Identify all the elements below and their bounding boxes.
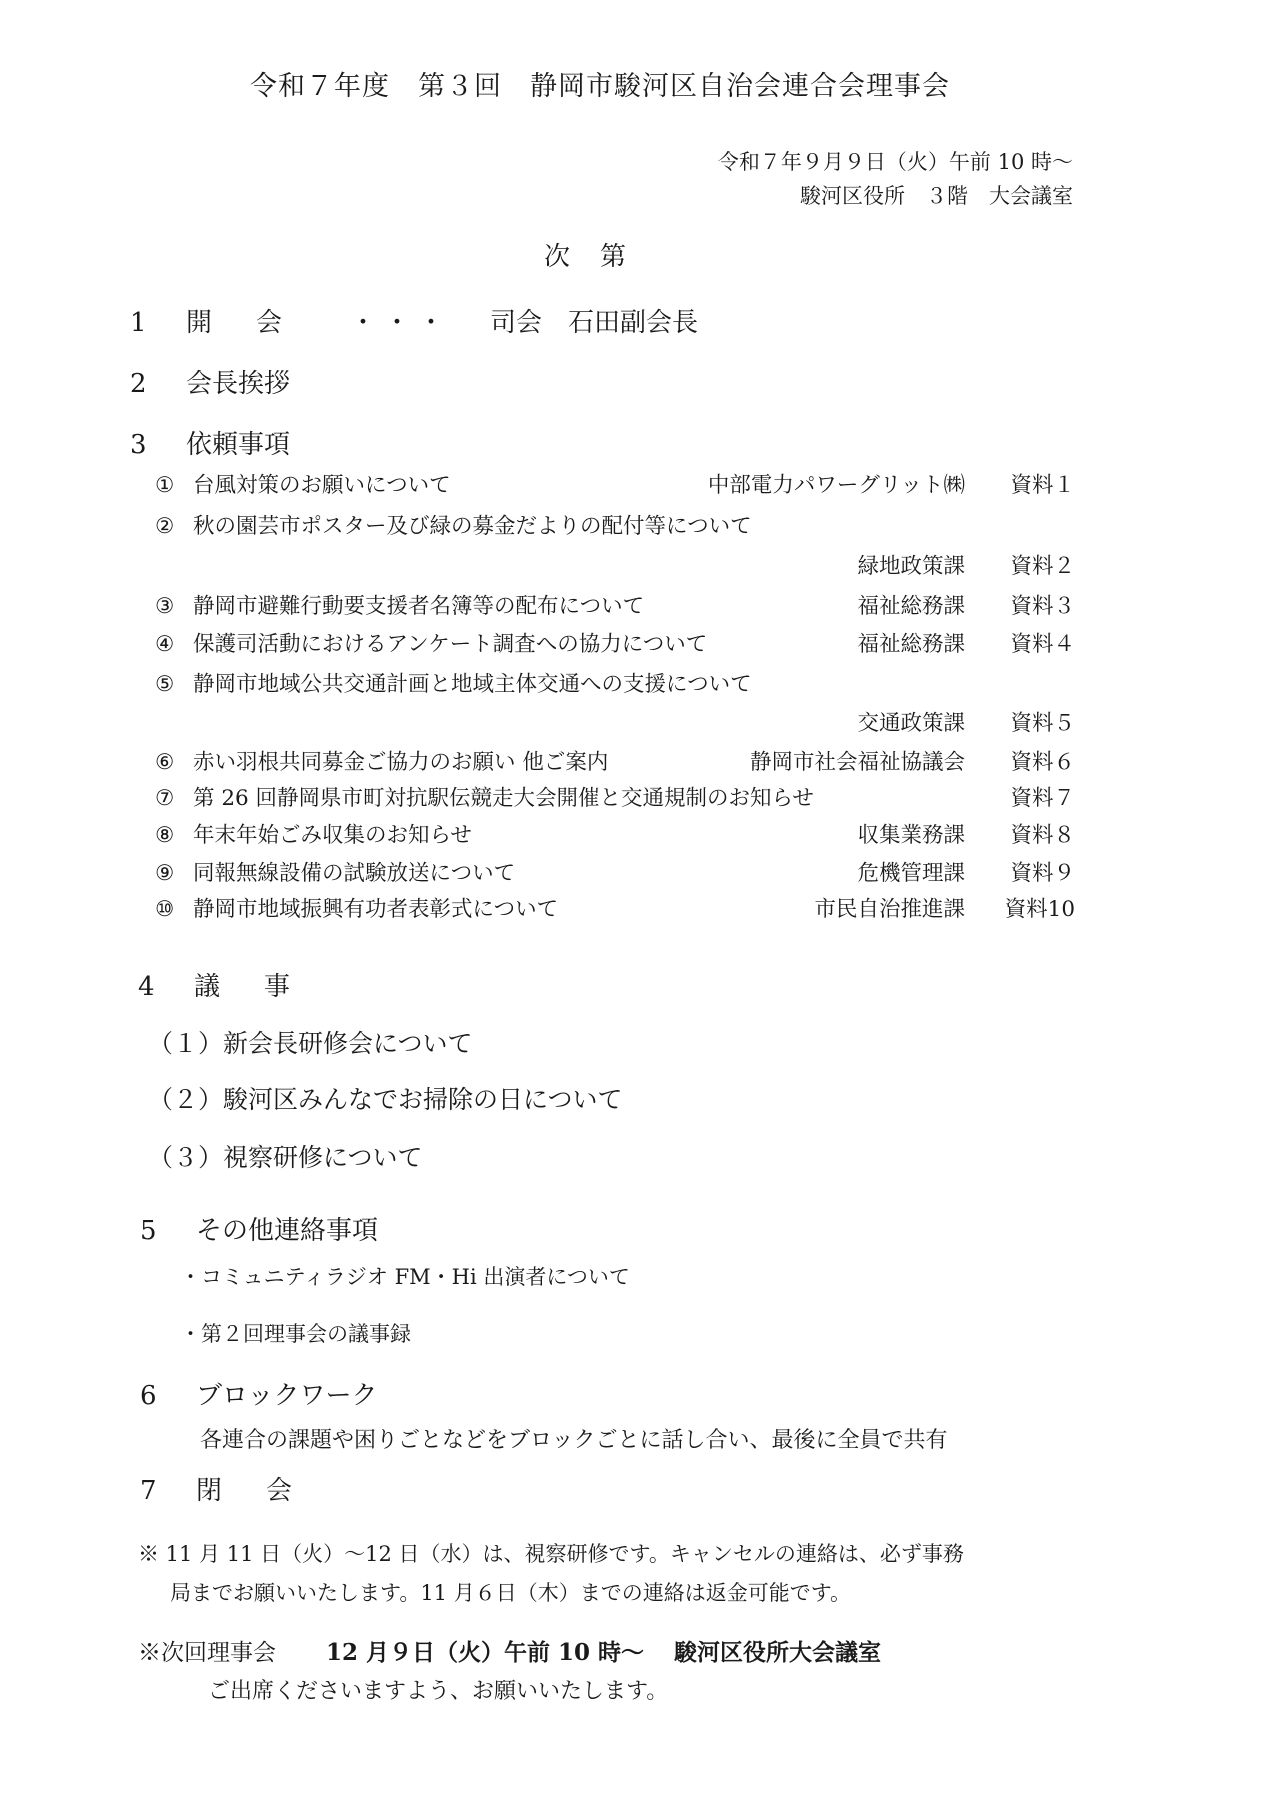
- item-material: 資料８: [1010, 823, 1075, 848]
- section-number: 7: [140, 1476, 157, 1506]
- blockwork-description: 各連合の課題や困りごとなどをブロックごとに話し合い、最後に全員で共有: [200, 1428, 948, 1453]
- item-material: 資料７: [1010, 786, 1075, 811]
- request-item: [155, 509, 1075, 539]
- section-blockwork: [140, 1375, 377, 1412]
- item-material: 資料１: [1010, 473, 1075, 498]
- item-dept: 福祉総務課: [857, 594, 965, 619]
- item-marker: ③: [155, 594, 175, 619]
- item-text: 静岡市避難行動要支援者名簿等の配布について: [193, 594, 645, 619]
- next-meeting-date: 12 月９日（火）午前 10 時～: [326, 1639, 645, 1666]
- item-material: 資料10: [1004, 897, 1075, 922]
- section-label: ブロックワーク: [196, 1381, 378, 1411]
- agenda-heading: 次第: [543, 242, 656, 272]
- agenda-item: （２）駿河区みんなでお掃除の日について: [148, 1085, 623, 1114]
- section-number: 2: [130, 369, 147, 399]
- item-dept: 中部電力パワーグリット㈱: [707, 473, 965, 498]
- section-greeting: [130, 363, 290, 400]
- item-dept: 危機管理課: [857, 861, 965, 886]
- section-label: 閉会: [196, 1476, 337, 1506]
- request-item: [155, 892, 1075, 922]
- next-meeting-label: ※次回理事会: [138, 1640, 276, 1666]
- section-proceedings: [138, 966, 334, 1003]
- item-text: 保護司活動におけるアンケート調査への協力について: [193, 632, 708, 657]
- other-item: ・コミュニティラジオ FM・Hi 出演者について: [180, 1265, 630, 1289]
- section-dots: ・・・: [350, 308, 453, 338]
- item-dept: 緑地政策課: [857, 554, 965, 579]
- section-number: 6: [140, 1381, 157, 1411]
- item-dept: 交通政策課: [857, 711, 965, 736]
- section-number: 1: [130, 308, 147, 338]
- item-text: 静岡市地域振興有功者表彰式について: [193, 897, 559, 922]
- item-marker: ⑥: [155, 750, 175, 775]
- section-host: 司会 石田副会長: [490, 308, 699, 338]
- document-title: 令和７年度 第３回 静岡市駿河区自治会連合会理事会: [250, 71, 950, 102]
- item-dept: 市民自治推進課: [814, 897, 965, 922]
- agenda-item: （１）新会長研修会について: [148, 1029, 473, 1058]
- meeting-datetime: 令和７年９月９日（火）午前 10 時～: [717, 150, 1073, 174]
- inspection-note-line1: ※ 11 月 11 日（火）～12 日（水）は、視察研修です。キャンセルの連絡は、必ず事務: [138, 1542, 964, 1566]
- item-marker: ②: [155, 514, 175, 539]
- request-item: [155, 667, 1075, 697]
- request-item: [155, 818, 1075, 848]
- request-item: [155, 745, 1075, 775]
- item-marker: ⑩: [155, 897, 175, 922]
- item-marker: ⑨: [155, 861, 175, 886]
- section-label: 開会: [186, 308, 327, 338]
- item-material: 資料６: [1010, 750, 1075, 775]
- item-material: 資料３: [1010, 594, 1075, 619]
- item-dept: 収集業務課: [857, 823, 965, 848]
- section-number: 3: [130, 430, 147, 460]
- section-label: 会長挨拶: [186, 369, 291, 399]
- request-item: [155, 856, 1075, 886]
- item-text: 台風対策のお願いについて: [193, 473, 451, 498]
- item-text: 秋の園芸市ポスター及び緑の募金だよりの配付等について: [193, 514, 752, 539]
- section-other: [140, 1210, 378, 1247]
- request-item: [155, 627, 1075, 657]
- request-item: [155, 468, 1075, 498]
- item-marker: ①: [155, 473, 175, 498]
- section-opening: [130, 302, 698, 339]
- section-number: 4: [138, 972, 155, 1002]
- item-text: 年末年始ごみ収集のお知らせ: [193, 823, 472, 848]
- item-marker: ④: [155, 632, 175, 657]
- item-material: 資料２: [1010, 554, 1075, 579]
- section-number: 5: [140, 1216, 157, 1246]
- item-marker: ⑤: [155, 672, 175, 697]
- agenda-item: （３）視察研修について: [148, 1143, 423, 1172]
- other-item: ・第２回理事会の議事録: [180, 1322, 411, 1346]
- item-text: 静岡市地域公共交通計画と地域主体交通への支援について: [193, 672, 752, 697]
- section-requests: [130, 424, 290, 461]
- request-item-dept-line: [155, 549, 1075, 579]
- inspection-note-line2: 局までお願いいたします。11 月６日（木）までの連絡は返金可能です。: [170, 1581, 852, 1605]
- item-text: 第 26 回静岡県市町対抗駅伝競走大会開催と交通規制のお知らせ: [193, 786, 814, 811]
- request-item-dept-line: [155, 706, 1075, 736]
- item-marker: ⑦: [155, 786, 175, 811]
- request-item: [155, 781, 1075, 811]
- meeting-venue: 駿河区役所 ３階 大会議室: [800, 184, 1073, 208]
- closing-remark: ご出席くださいますよう、お願いいたします。: [208, 1679, 669, 1704]
- next-meeting: [138, 1634, 881, 1667]
- request-item: [155, 589, 1075, 619]
- section-label: 議事: [194, 972, 335, 1002]
- item-marker: ⑧: [155, 823, 175, 848]
- section-closing: [140, 1470, 336, 1507]
- item-material: 資料４: [1010, 632, 1075, 657]
- item-dept: 福祉総務課: [857, 632, 965, 657]
- next-meeting-place: 駿河区役所大会議室: [674, 1639, 882, 1666]
- section-label: 依頼事項: [186, 430, 291, 460]
- item-text: 赤い羽根共同募金ご協力のお願い 他ご案内: [193, 750, 609, 775]
- item-dept: 静岡市社会福祉協議会: [749, 750, 965, 775]
- item-material: 資料５: [1010, 711, 1075, 736]
- section-label: その他連絡事項: [196, 1216, 379, 1246]
- item-text: 同報無線設備の試験放送について: [193, 861, 516, 886]
- item-material: 資料９: [1010, 861, 1075, 886]
